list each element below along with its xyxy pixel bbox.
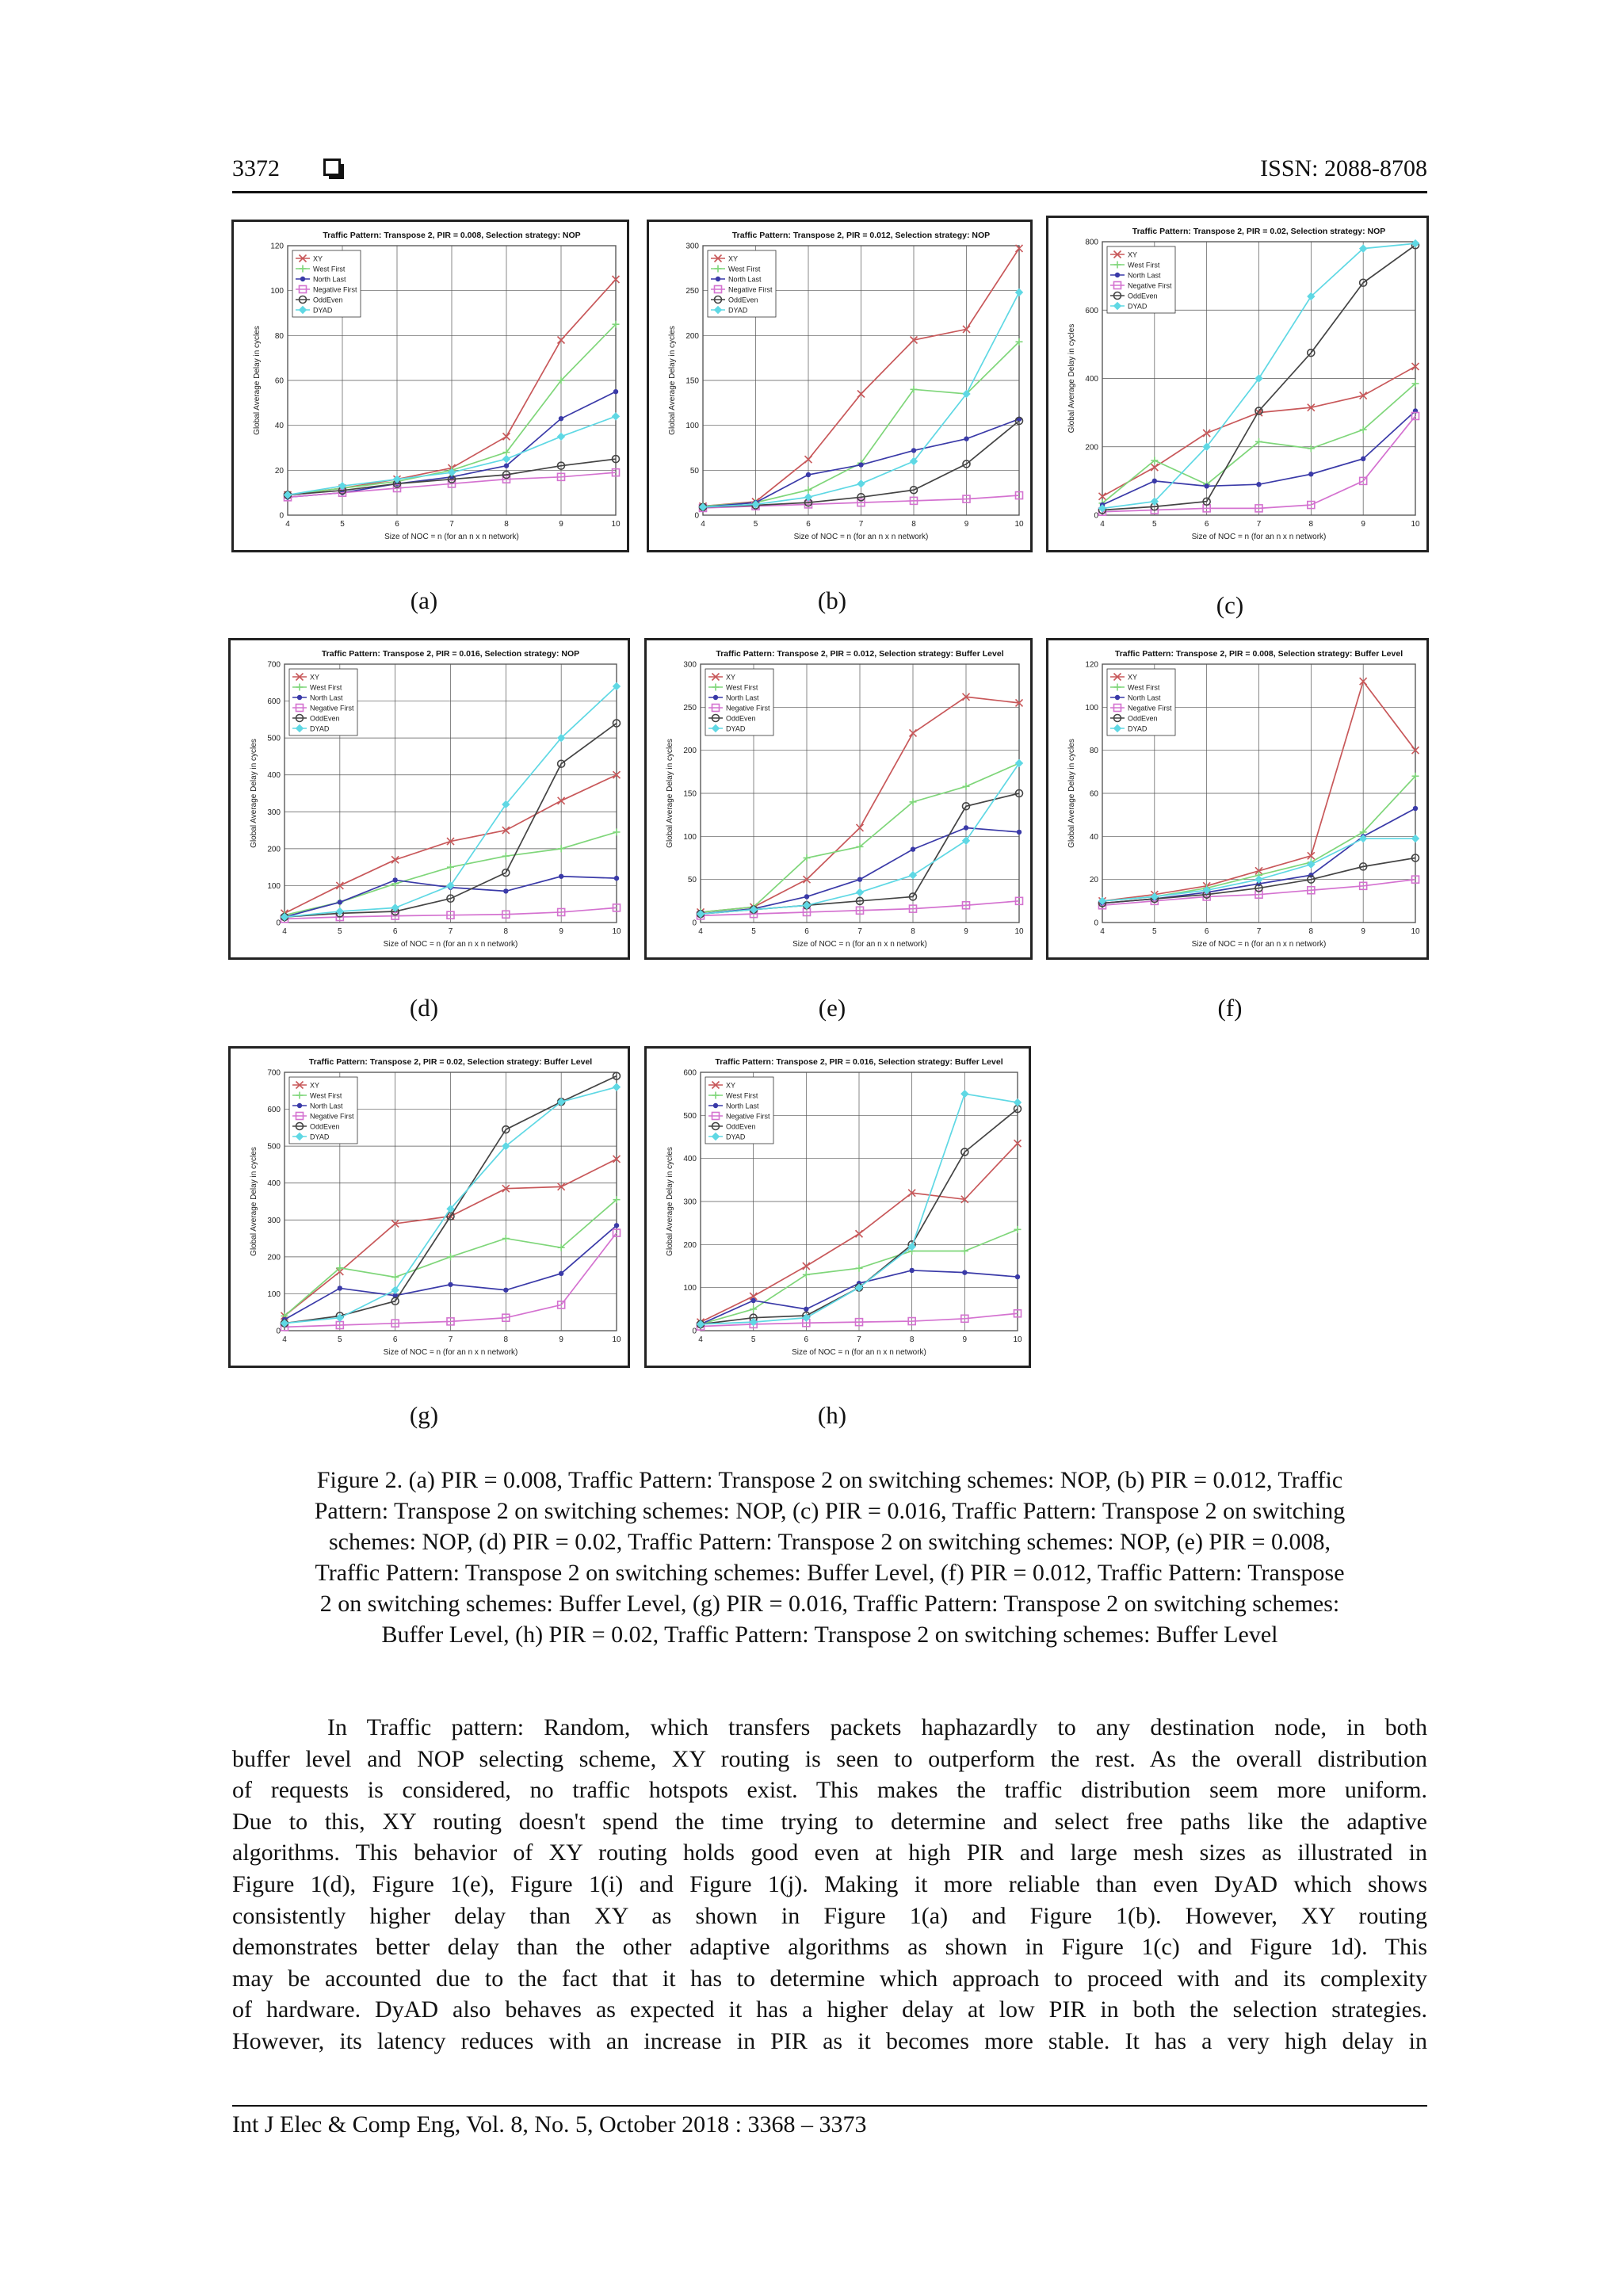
chart-panel-e	[644, 638, 1033, 960]
sublabel-h: (h)	[817, 1401, 847, 1429]
chart-title: Traffic Pattern: Transpose 2, PIR = 0.016, Selection strategy: Buffer Level	[715, 1057, 1003, 1067]
line-chart-d	[231, 640, 628, 957]
x-tick-label: 4	[1100, 927, 1105, 936]
legend-label: Negative First	[310, 1112, 354, 1121]
line-chart-f	[1048, 640, 1426, 957]
legend-label: West First	[1128, 261, 1160, 269]
y-tick-label: 50	[689, 466, 699, 476]
data-point	[559, 874, 563, 879]
y-tick-label: 100	[685, 422, 699, 431]
y-tick-label: 400	[1085, 375, 1098, 384]
footer-rule	[232, 2105, 1427, 2107]
sublabel-b: (b)	[817, 586, 847, 614]
x-tick-label: 9	[964, 520, 969, 529]
y-axis-label: Global Average Delay in cycles	[250, 1147, 258, 1256]
y-tick-label: 100	[1085, 703, 1098, 712]
y-tick-label: 300	[267, 808, 281, 817]
y-axis-label: Global Average Delay in cycles	[250, 739, 258, 848]
legend-marker	[716, 277, 720, 281]
legend-label: Negative First	[728, 285, 773, 294]
legend-label: DYAD	[726, 1133, 746, 1141]
legend-label: North Last	[310, 693, 343, 702]
legend-label: Negative First	[1128, 704, 1172, 712]
data-point	[1413, 806, 1418, 811]
x-tick-label: 10	[1411, 927, 1420, 936]
x-tick-label: 5	[338, 1335, 342, 1344]
x-tick-label: 5	[338, 927, 342, 936]
y-tick-label: 0	[692, 919, 697, 928]
sublabel-g: (g)	[409, 1401, 439, 1429]
legend-label: North Last	[1128, 693, 1161, 702]
x-tick-label: 8	[909, 1335, 915, 1344]
caption-line: Figure 2. (a) PIR = 0.008, Traffic Pattern: Transpose 2 on switching schemes: NOP, (b) PIR = 0.012, Traffic	[316, 1467, 1343, 1493]
chart-title: Traffic Pattern: Transpose 2, PIR = 0.016, Selection strategy: NOP	[321, 649, 580, 659]
y-tick-label: 100	[270, 287, 284, 296]
sublabel-e: (e)	[818, 994, 846, 1022]
x-tick-label: 8	[503, 927, 509, 936]
y-tick-label: 500	[267, 1142, 281, 1152]
x-tick-label: 4	[701, 520, 705, 529]
chart-panel-b	[647, 220, 1033, 552]
x-tick-label: 5	[750, 1335, 756, 1344]
legend-label: OddEven	[728, 296, 758, 304]
legend-label: Negative First	[310, 704, 354, 712]
x-tick-label: 4	[698, 1335, 703, 1344]
body-line: algorithms. This behavior of XY routing holds good even at high PIR and large mesh sizes as illustrated in	[232, 1839, 1427, 1866]
y-tick-label: 250	[685, 287, 699, 296]
data-point	[559, 416, 563, 421]
y-tick-label: 0	[694, 511, 699, 521]
x-tick-label: 8	[911, 927, 915, 936]
chart-legend	[705, 1077, 773, 1144]
x-tick-label: 6	[804, 927, 809, 936]
y-tick-label: 500	[683, 1111, 697, 1121]
x-tick-label: 4	[698, 927, 703, 936]
y-tick-label: 0	[692, 1327, 697, 1336]
x-tick-label: 10	[1014, 520, 1024, 529]
y-tick-label: 600	[267, 697, 281, 707]
x-tick-label: 10	[612, 1335, 621, 1344]
data-point	[911, 448, 916, 453]
x-tick-label: 4	[282, 927, 287, 936]
x-tick-label: 8	[503, 1335, 509, 1344]
chart-panel-f	[1046, 638, 1429, 960]
y-tick-label: 100	[267, 881, 281, 891]
chart-panel-g	[228, 1046, 630, 1368]
legend-label: Negative First	[313, 285, 357, 294]
x-axis-label: Size of NOC = n (for an n x n network)	[383, 1348, 518, 1357]
x-tick-label: 6	[392, 1335, 398, 1344]
y-tick-label: 200	[683, 1240, 697, 1250]
legend-label: XY	[1128, 250, 1138, 259]
x-tick-label: 7	[857, 1335, 861, 1344]
x-tick-label: 6	[395, 520, 399, 529]
y-tick-label: 500	[267, 734, 281, 743]
legend-label: XY	[726, 673, 736, 682]
x-tick-label: 7	[448, 927, 453, 936]
y-tick-label: 200	[683, 747, 697, 756]
legend-label: XY	[310, 673, 320, 682]
chart-legend	[289, 669, 357, 735]
legend-label: OddEven	[310, 714, 340, 723]
page-number: 3372	[232, 155, 280, 181]
x-axis-label: Size of NOC = n (for an n x n network)	[792, 940, 927, 949]
data-point	[804, 894, 809, 899]
legend-label: XY	[313, 254, 323, 263]
y-tick-label: 300	[683, 1198, 697, 1207]
x-tick-label: 6	[806, 520, 811, 529]
legend-label: West First	[310, 683, 342, 692]
y-axis-label: Global Average Delay in cycles	[1067, 739, 1076, 848]
square-bullet-icon	[323, 159, 341, 176]
y-tick-label: 0	[276, 919, 281, 928]
body-line: In Traffic pattern: Random, which transfers packets haphazardly to any destination node, in both	[327, 1714, 1427, 1740]
figure-caption	[232, 1465, 1427, 1650]
chart-title: Traffic Pattern: Transpose 2, PIR = 0.008, Selection strategy: NOP	[323, 231, 581, 240]
data-point	[559, 1271, 563, 1276]
y-tick-label: 40	[1089, 832, 1098, 842]
journal-issn: ISSN: 2088-8708	[1260, 155, 1427, 181]
x-axis-label: Size of NOC = n (for an n x n network)	[792, 1348, 926, 1357]
x-axis-label: Size of NOC = n (for an n x n network)	[1191, 940, 1327, 949]
data-point	[613, 389, 618, 394]
legend-label: XY	[310, 1081, 320, 1090]
data-point	[448, 1282, 453, 1287]
x-tick-label: 4	[282, 1335, 287, 1344]
x-tick-label: 9	[964, 927, 968, 936]
legend-label: DYAD	[310, 724, 330, 733]
legend-label: DYAD	[726, 724, 746, 733]
data-point	[1256, 482, 1261, 487]
y-tick-label: 300	[267, 1216, 281, 1225]
chart-legend	[705, 669, 773, 735]
y-tick-label: 60	[1089, 789, 1098, 799]
legend-label: DYAD	[728, 306, 748, 315]
body-line: However, its latency reduces with an increase in PIR as it becomes more stable. It has a very high delay in	[232, 2027, 1427, 2054]
sublabel-c: (c)	[1216, 591, 1244, 619]
body-line: Figure 1(d), Figure 1(e), Figure 1(i) and Figure 1(j). Making it more reliable than even DyAD which shows	[232, 1870, 1427, 1897]
y-tick-label: 100	[683, 832, 697, 842]
line-chart-c	[1048, 218, 1426, 550]
legend-label: OddEven	[1128, 292, 1158, 300]
body-line: of requests is considered, no traffic hotspots exist. This makes the traffic distribution seem more uniform.	[232, 1777, 1427, 1804]
data-point	[857, 877, 862, 881]
x-tick-label: 7	[1256, 927, 1262, 936]
y-tick-label: 20	[274, 466, 284, 476]
legend-label: West First	[728, 265, 761, 273]
data-point	[1308, 472, 1313, 476]
chart-panel-d	[228, 638, 630, 960]
x-axis-label: Size of NOC = n (for an n x n network)	[1191, 533, 1327, 541]
legend-label: OddEven	[313, 296, 343, 304]
y-tick-label: 50	[687, 876, 697, 885]
y-tick-label: 200	[267, 845, 281, 854]
y-axis-label: Global Average Delay in cycles	[668, 326, 677, 435]
x-tick-label: 6	[1204, 927, 1209, 936]
x-tick-label: 6	[1204, 520, 1209, 529]
x-tick-label: 9	[559, 927, 563, 936]
legend-label: DYAD	[313, 306, 333, 315]
line-chart-g	[231, 1049, 628, 1366]
x-tick-label: 6	[392, 927, 398, 936]
y-axis-label: Global Average Delay in cycles	[666, 1147, 674, 1256]
legend-marker	[297, 1103, 302, 1108]
data-point	[1017, 830, 1022, 835]
chart-panel-a	[231, 220, 629, 552]
legend-label: North Last	[728, 275, 762, 284]
legend-label: OddEven	[310, 1122, 340, 1131]
data-point	[964, 825, 968, 830]
data-point	[909, 1268, 914, 1273]
y-tick-label: 200	[685, 331, 699, 341]
legend-label: Negative First	[1128, 281, 1172, 290]
data-point	[503, 888, 508, 893]
legend-marker	[1115, 273, 1120, 277]
y-tick-label: 600	[1085, 306, 1098, 315]
legend-label: Negative First	[726, 704, 770, 712]
legend-label: West First	[310, 1091, 342, 1100]
legend-label: XY	[726, 1081, 736, 1090]
y-tick-label: 120	[1085, 660, 1098, 670]
data-point	[614, 1223, 619, 1228]
body-paragraph	[232, 1712, 1427, 2057]
x-tick-label: 9	[962, 1335, 968, 1344]
legend-label: North Last	[310, 1102, 343, 1110]
data-point	[858, 462, 863, 467]
x-tick-label: 4	[1100, 520, 1105, 529]
legend-label: West First	[726, 1091, 758, 1100]
legend-marker	[1115, 695, 1120, 700]
data-point	[503, 1288, 508, 1293]
body-line: buffer level and NOP selecting scheme, XY routing is seen to outperform the rest. As the overall distribution	[232, 1745, 1427, 1772]
chart-title: Traffic Pattern: Transpose 2, PIR = 0.02, Selection strategy: Buffer Level	[308, 1057, 593, 1067]
chart-legend	[1107, 669, 1175, 735]
sublabel-a: (a)	[410, 586, 438, 614]
chart-legend	[708, 250, 776, 317]
y-tick-label: 300	[683, 660, 697, 670]
caption-line: Pattern: Transpose 2 on switching schemes: NOP, (c) PIR = 0.016, Traffic Pattern: Transpose 2 on switching	[314, 1498, 1346, 1524]
y-tick-label: 700	[267, 660, 281, 670]
y-tick-label: 400	[683, 1155, 697, 1164]
data-point	[962, 1270, 967, 1274]
x-tick-label: 5	[753, 520, 758, 529]
x-tick-label: 6	[804, 1335, 809, 1344]
chart-title: Traffic Pattern: Transpose 2, PIR = 0.012, Selection strategy: NOP	[731, 231, 991, 240]
data-point	[392, 877, 397, 882]
y-axis-label: Global Average Delay in cycles	[1067, 323, 1076, 434]
legend-label: OddEven	[726, 1122, 756, 1131]
x-tick-label: 10	[1411, 520, 1420, 529]
y-tick-label: 100	[683, 1284, 697, 1293]
x-tick-label: 7	[448, 1335, 453, 1344]
y-tick-label: 0	[279, 511, 284, 521]
y-tick-label: 80	[274, 331, 284, 341]
chart-title: Traffic Pattern: Transpose 2, PIR = 0.012, Selection strategy: Buffer Level	[716, 649, 1004, 659]
data-point	[338, 1286, 342, 1290]
legend-label: West First	[1128, 683, 1160, 692]
y-tick-label: 0	[1094, 511, 1098, 521]
data-point	[964, 436, 968, 441]
line-chart-b	[649, 222, 1030, 550]
y-tick-label: 100	[267, 1289, 281, 1299]
x-tick-label: 8	[1308, 520, 1314, 529]
legend-marker	[297, 695, 302, 700]
legend-label: West First	[313, 265, 346, 273]
y-tick-label: 0	[1094, 919, 1098, 928]
legend-marker	[300, 277, 305, 281]
y-axis-label: Global Average Delay in cycles	[666, 739, 674, 848]
legend-label: North Last	[1128, 271, 1161, 280]
y-tick-label: 150	[683, 789, 697, 799]
x-tick-label: 5	[1152, 520, 1157, 529]
legend-label: OddEven	[726, 714, 756, 723]
y-axis-label: Global Average Delay in cycles	[253, 326, 262, 435]
x-tick-label: 5	[340, 520, 345, 529]
legend-label: XY	[1128, 673, 1138, 682]
data-point	[1361, 457, 1365, 461]
line-chart-h	[647, 1049, 1029, 1366]
data-point	[911, 846, 915, 851]
legend-label: XY	[728, 254, 739, 263]
sublabel-f: (f)	[1217, 994, 1243, 1022]
body-line: of hardware. DyAD also behaves as expected it has a higher delay at low PIR in both the selection strategies.	[232, 1996, 1427, 2023]
y-tick-label: 200	[1085, 443, 1098, 453]
chart-title: Traffic Pattern: Transpose 2, PIR = 0.008, Selection strategy: Buffer Level	[1114, 649, 1403, 659]
chart-panel-c	[1046, 216, 1429, 552]
data-point	[338, 900, 342, 904]
caption-line: schemes: NOP, (d) PIR = 0.02, Traffic Pattern: Transpose 2 on switching schemes: NOP, (e) PIR = 0.008,	[328, 1529, 1331, 1555]
x-tick-label: 10	[612, 927, 621, 936]
y-tick-label: 700	[267, 1068, 281, 1078]
x-tick-label: 10	[611, 520, 621, 529]
x-tick-label: 9	[559, 1335, 563, 1344]
y-tick-label: 300	[685, 242, 699, 251]
body-line: Due to this, XY routing doesn't spend the time trying to determine and select free paths like the adaptive	[232, 1808, 1427, 1835]
body-line: consistently higher delay than XY as shown in Figure 1(a) and Figure 1(b). However, XY routing	[232, 1902, 1427, 1929]
legend-label: Negative First	[726, 1112, 770, 1121]
y-tick-label: 0	[276, 1327, 281, 1336]
data-point	[806, 472, 811, 477]
x-tick-label: 7	[858, 520, 864, 529]
caption-line: Traffic Pattern: Transpose 2 on switching schemes: Buffer Level, (f) PIR = 0.012, Traffic Pattern: Transpose	[315, 1560, 1345, 1586]
y-tick-label: 200	[267, 1253, 281, 1263]
y-tick-label: 400	[267, 771, 281, 781]
chart-legend	[1107, 246, 1175, 313]
legend-marker	[713, 695, 718, 700]
x-tick-label: 9	[1361, 927, 1365, 936]
x-axis-label: Size of NOC = n (for an n x n network)	[383, 940, 518, 949]
body-line: may be accounted due to the fact that it has to determine which approach to proceed with and its complexity	[232, 1965, 1427, 1992]
legend-label: DYAD	[310, 1133, 330, 1141]
caption-line: 2 on switching schemes: Buffer Level, (g) PIR = 0.016, Traffic Pattern: Transpose 2 on switching schemes:	[319, 1591, 1340, 1617]
sublabel-d: (d)	[409, 994, 439, 1022]
chart-title: Traffic Pattern: Transpose 2, PIR = 0.02, Selection strategy: NOP	[1132, 227, 1386, 236]
x-tick-label: 5	[751, 927, 756, 936]
y-tick-label: 120	[270, 242, 284, 251]
y-tick-label: 400	[267, 1179, 281, 1189]
legend-label: North Last	[313, 275, 346, 284]
data-point	[804, 1307, 808, 1312]
y-tick-label: 60	[274, 376, 284, 386]
y-tick-label: 80	[1089, 747, 1098, 756]
legend-label: North Last	[726, 693, 759, 702]
data-point	[750, 1298, 755, 1303]
line-chart-a	[234, 222, 627, 550]
x-tick-label: 10	[1013, 1335, 1022, 1344]
x-axis-label: Size of NOC = n (for an n x n network)	[384, 533, 519, 541]
caption-line: Buffer Level, (h) PIR = 0.02, Traffic Pattern: Transpose 2 on switching schemes: Buffer Level	[381, 1622, 1278, 1648]
x-tick-label: 9	[1361, 520, 1365, 529]
x-tick-label: 5	[1152, 927, 1157, 936]
legend-label: DYAD	[1128, 724, 1148, 733]
x-tick-label: 10	[1014, 927, 1024, 936]
x-tick-label: 9	[559, 520, 563, 529]
y-tick-label: 150	[685, 376, 699, 386]
x-tick-label: 7	[449, 520, 454, 529]
data-point	[614, 876, 619, 881]
data-point	[1204, 483, 1209, 488]
y-tick-label: 40	[274, 422, 284, 431]
y-tick-label: 600	[683, 1068, 697, 1078]
y-tick-label: 20	[1089, 876, 1098, 885]
y-tick-label: 800	[1085, 238, 1098, 247]
x-tick-label: 8	[1308, 927, 1314, 936]
x-tick-label: 4	[285, 520, 290, 529]
y-tick-label: 250	[683, 703, 697, 712]
line-chart-e	[647, 640, 1030, 957]
x-tick-label: 8	[504, 520, 509, 529]
chart-legend	[289, 1077, 357, 1144]
legend-label: North Last	[726, 1102, 759, 1110]
x-tick-label: 8	[911, 520, 916, 529]
data-point	[1152, 479, 1157, 483]
header-rule	[232, 191, 1427, 193]
y-tick-label: 600	[267, 1106, 281, 1115]
legend-label: OddEven	[1128, 714, 1158, 723]
journal-footer: Int J Elec & Comp Eng, Vol. 8, No. 5, October 2018 : 3368 – 3373	[232, 2111, 867, 2137]
x-axis-label: Size of NOC = n (for an n x n network)	[793, 533, 929, 541]
x-tick-label: 7	[1256, 520, 1262, 529]
legend-label: DYAD	[1128, 302, 1148, 311]
data-point	[1015, 1274, 1020, 1279]
chart-panel-h	[644, 1046, 1031, 1368]
body-line: demonstrates better delay than the other adaptive algorithms as shown in Figure 1(c) and Figure 1d). This	[232, 1934, 1427, 1961]
data-point	[504, 463, 509, 468]
chart-legend	[292, 250, 361, 317]
legend-label: West First	[726, 683, 758, 692]
x-tick-label: 7	[857, 927, 862, 936]
legend-marker	[713, 1103, 718, 1108]
